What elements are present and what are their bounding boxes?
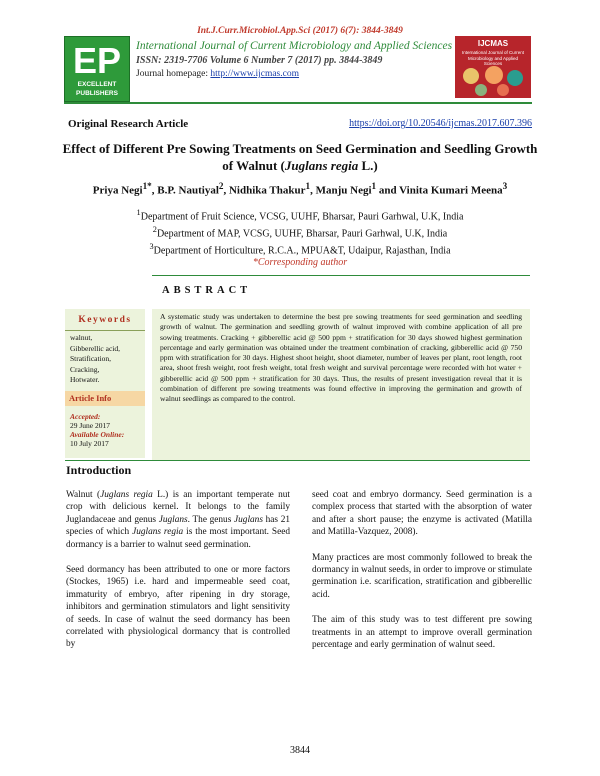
online-date: 10 July 2017 — [70, 439, 109, 448]
affiliation — [60, 224, 540, 241]
keyword: Cracking, — [70, 364, 100, 374]
author-affil-mark: 3 — [502, 181, 508, 191]
text-run: has 21 species of which — [66, 514, 290, 538]
text-run: L.) is an important temperate nut crop with delicious kernel. It belongs to the family Juglandaceae and genus — [66, 490, 291, 525]
logo-initials: EP — [72, 40, 122, 81]
abstract-text: A systematic study was undertaken to determine the best pre sowing treatments for seed germination and seedling growth of walnut. The germination and seedling growth of walnut improved with combine application of all pre sowing treatments. Cracking + gibberellic acid @ 500 ppm + stratification for 30 days showed highest germination percentage and early germination was obtained under the treatment combination of cracking, gibberellic acid @ 750 ppm with stratification for 30 days. Highest shoot height, shoot diameter, number of leaves per plant, root length, root area, shoot fresh weight, root fresh weight, total fresh weight and survival percentage were recorded with hot water + gibberellic acid @ 500 ppm + stratification for 30 days. Thus, the results of present investigation reveal that it is combination of different pre sowing treatments was found effective in improving the germination and growth of walnut seedlings as compared to the control. — [160, 312, 522, 404]
article-info-heading: Article Info — [69, 393, 112, 403]
keyword: Stratification, — [70, 354, 112, 363]
body-paragraph: seed coat and embryo dormancy. Seed germination is a complex process that started with the absorption of water and after a short pause; the enzyme is activated (Matilla and Matilla-Vazquez, 2008). — [312, 490, 532, 538]
keywords-divider — [65, 330, 145, 331]
keywords-heading: Keywords — [78, 315, 132, 325]
title-suffix: L.) — [358, 158, 378, 173]
species-name: Juglans — [234, 514, 263, 525]
journal-homepage — [136, 69, 299, 79]
journal-cover-image — [455, 36, 531, 98]
corresponding-author: *Corresponding author — [252, 257, 348, 269]
affiliation-mark: 1 — [136, 208, 141, 217]
affiliation — [60, 207, 540, 224]
text-run: Walnut ( — [66, 490, 101, 500]
journal-name: International Journal of Current Microbiology and Applied Sciences — [136, 40, 453, 52]
header-divider — [64, 102, 532, 104]
author-affil-mark: 1 — [305, 181, 311, 191]
text-run: . The genus — [187, 514, 235, 525]
cover-decoration — [463, 68, 479, 84]
species-name: Juglans regia — [100, 490, 153, 500]
cover-title: IJCMAS — [477, 39, 509, 48]
article-dates — [70, 412, 144, 448]
keyword-list — [70, 333, 142, 386]
affiliations — [60, 207, 540, 270]
body-paragraph: Seed dormancy has been attributed to one or more factors (Stockes, 1965) i.e. hard and impermeable seed coat, immaturity of embryo, after ripening in dry storage, inhibitors and germination stimulators and light sensitivity of seeds. In case of walnut the seed dormancy has been correlated with physiological dormancy that is controlled by — [66, 565, 290, 650]
article-type: Original Research Article — [68, 118, 189, 130]
author-name: Manju Negi — [315, 184, 372, 197]
body-paragraph: The aim of this study was to test different pre sowing treatments in an attempt to improve overall germination percentage and early germination of walnut seed. — [312, 615, 532, 651]
cover-decoration — [475, 84, 487, 96]
author-affil-mark: 1* — [142, 181, 152, 191]
homepage-link[interactable]: http://www.ijcmas.com — [210, 69, 299, 79]
cover-decoration — [507, 70, 523, 86]
body-column-right — [312, 489, 532, 664]
affiliation-mark: 3 — [149, 241, 154, 251]
issn-line: ISSN: 2319-7706 Volume 6 Number 7 (2017) pp. 3844-3849 — [136, 55, 383, 66]
abstract-top-rule — [152, 275, 530, 276]
cover-decoration — [485, 66, 503, 84]
body-paragraph — [66, 489, 290, 551]
author-name: Nidhika Thakur — [228, 184, 306, 197]
author-affil-mark: 1 — [371, 181, 377, 191]
title-text: Effect of Different Pre Sowing Treatments on Seed Germination and Seedling Growth of Walnut ( — [62, 141, 538, 173]
body-paragraph: Many practices are most commonly followed to break the dormancy in walnut seeds, in order to improve or stimulate germination i.e. scarification, stratification and gibberellic acid. — [312, 552, 532, 600]
title-species: Juglans regia — [284, 158, 359, 173]
author-name: B.P. Nautiyal — [157, 184, 219, 197]
species-name: Juglans regia — [132, 527, 184, 538]
text-run: is the most important. Seed dormancy is a barrier to walnut seed germination. — [66, 527, 290, 550]
body-column-left — [66, 489, 290, 664]
affiliation-text: Department of Fruit Science, VCSG, UUHF, Bharsar, Pauri Garhwal, U.K, India — [140, 211, 464, 223]
logo-line1: EXCELLENT — [77, 81, 117, 88]
author-affil-mark: 2 — [218, 181, 224, 191]
homepage-label: Journal homepage: — [136, 69, 209, 79]
affiliation — [60, 241, 540, 258]
abstract-heading: ABSTRACT — [162, 285, 252, 296]
page-number: 3844 — [290, 745, 310, 756]
author-name: Vinita Kumari Meena — [399, 184, 503, 197]
accepted-date: 29 June 2017 — [70, 421, 110, 430]
running-head: Int.J.Curr.Microbiol.App.Sci (2017) 6(7): 3844-3849 — [197, 26, 403, 36]
affiliation-mark: 2 — [152, 224, 157, 234]
author-list: Priya Negi$^{1*}$, B.P. Nautiyal$^2$, Nidhika Thakur$^1$, Manju Negi$^1$ and Vinita Kumari Meena$^3$ — [92, 181, 508, 197]
logo-line2: PUBLISHERS — [76, 90, 118, 97]
author-name: Priya Negi — [92, 184, 143, 197]
abstract-bottom-rule — [65, 460, 530, 461]
affiliation-text: Department of Horticulture, R.C.A., MPUA&T, Udaipur, Rajasthan, India — [153, 244, 451, 256]
article-title — [60, 140, 540, 174]
accepted-label: Accepted: — [70, 412, 101, 421]
cover-decoration — [497, 84, 509, 96]
cover-subtitle: International Journal of Current Microbiology and Applied Sciences — [461, 50, 525, 66]
online-label: Available Online: — [70, 430, 125, 439]
keyword: Hotwater. — [70, 375, 100, 384]
keyword: walnut, — [70, 333, 93, 342]
publisher-logo — [64, 36, 130, 102]
keyword: Gibberellic acid, — [70, 343, 120, 353]
affiliation-text: Department of MAP, VCSG, UUHF, Bharsar, Pauri Garhwal, U.K, India — [156, 228, 448, 240]
doi-link[interactable]: https://doi.org/10.20546/ijcmas.2017.607.396 — [349, 118, 532, 129]
species-name: Juglans — [158, 514, 188, 525]
introduction-heading: Introduction — [66, 463, 132, 477]
